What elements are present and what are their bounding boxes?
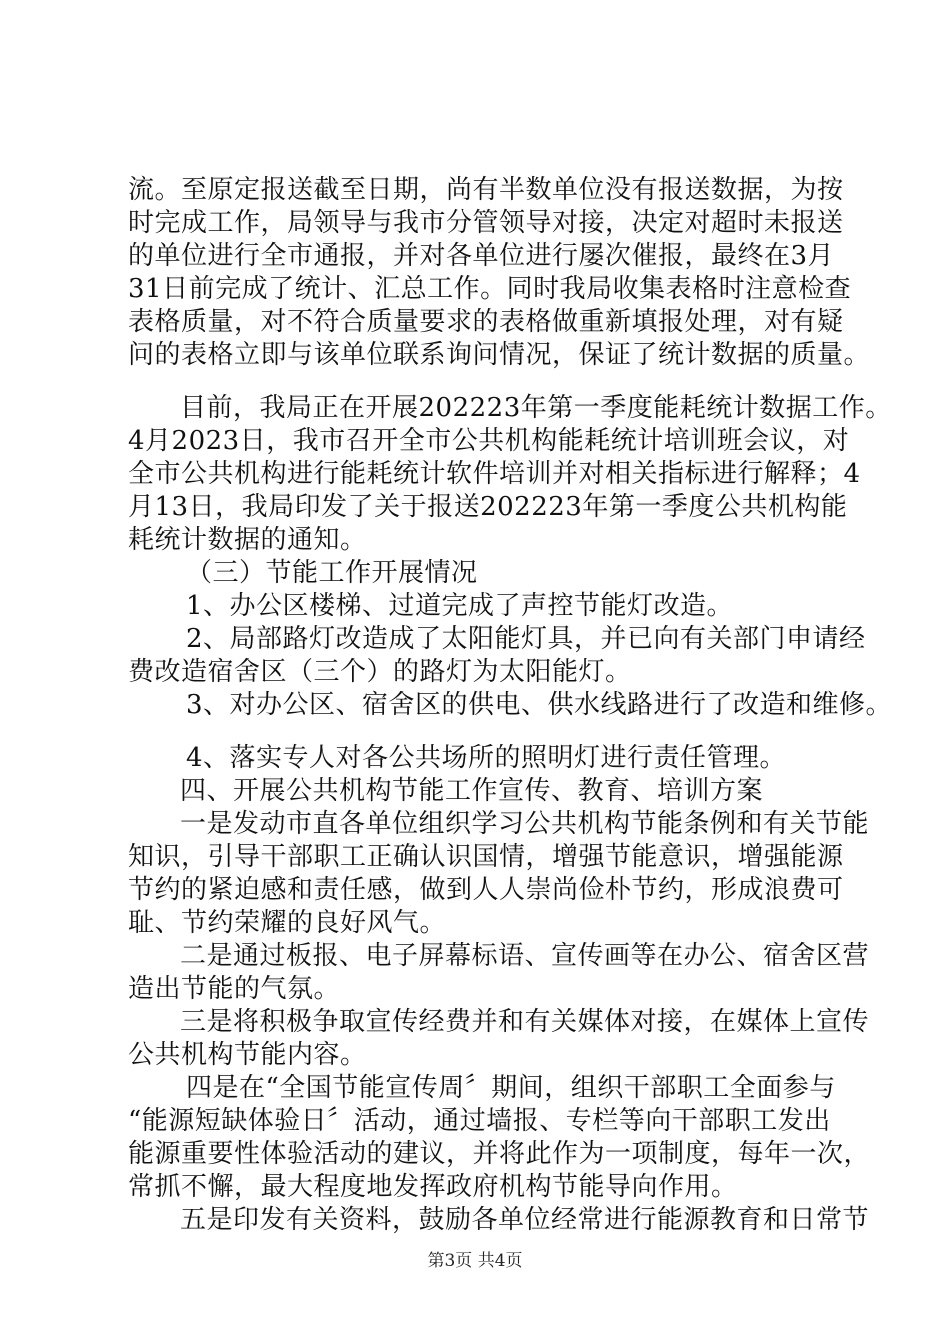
text-line: 的单位进行全市通报，并对各单位进行屡次催报，最终在3月 <box>128 241 835 271</box>
text-line: 五是印发有关资料，鼓励各单位经常进行能源教育和日常节 <box>180 1205 870 1235</box>
paragraph-gap <box>128 722 858 742</box>
document-body <box>128 174 893 1237</box>
text-line: 4月2023日，我市召开全市公共机构能耗统计培训班会议，对 <box>128 426 850 456</box>
plan-item-1 <box>128 808 870 940</box>
paragraph-current-work <box>128 392 892 557</box>
text-line: 问的表格立即与该单位联系询问情况，保证了统计数据的质量。 <box>128 340 871 370</box>
plan-item-5 <box>128 1204 870 1237</box>
list-item-2 <box>128 623 866 689</box>
text-line: 月13日，我局印发了关于报送202223年第一季度公共机构能 <box>128 492 848 522</box>
text-line: 目前，我局正在开展202223年第一季度能耗统计数据工作。 <box>180 393 892 423</box>
text-line: 表格质量，对不符合质量要求的表格做重新填报处理，对有疑 <box>128 307 844 337</box>
text-line: 三是将积极争取宣传经费并和有关媒体对接，在媒体上宣传 <box>180 1007 870 1037</box>
section-heading-4: 四、开展公共机构节能工作宣传、教育、培训方案 <box>180 776 764 806</box>
text-line: 一是发动市直各单位组织学习公共机构节能条例和有关节能 <box>180 809 870 839</box>
text-line: 耻、节约荣耀的良好风气。 <box>128 908 447 938</box>
list-item-1: 1、办公区楼梯、过道完成了声控节能灯改造。 <box>186 591 734 621</box>
plan-item-3 <box>128 1006 870 1072</box>
text-line: 能源重要性体验活动的建议，并将此作为一项制度，每年一次， <box>128 1139 871 1169</box>
text-line: 知识，引导干部职工正确认识国情，增强节能意识，增强能源 <box>128 842 844 872</box>
text-line: 二是通过板报、电子屏幕标语、宣传画等在办公、宿舍区营 <box>180 941 870 971</box>
text-line: 费改造宿舍区（三个）的路灯为太阳能灯。 <box>128 657 632 687</box>
list-item-4: 4、落实专人对各公共场所的照明灯进行责任管理。 <box>186 743 787 773</box>
text-line: 常抓不懈，最大程度地发挥政府机构节能导向作用。 <box>128 1172 738 1202</box>
list-item-3: 3、对办公区、宿舍区的供电、供水线路进行了改造和维修。 <box>186 690 893 720</box>
paragraph-statistics-summary <box>128 174 871 372</box>
text-line: 时完成工作，局领导与我市分管领导对接，决定对超时未报送 <box>128 208 844 238</box>
text-line: 2、局部路灯改造成了太阳能灯具，并已向有关部门申请经 <box>186 624 866 654</box>
text-line: 造出节能的气氛。 <box>128 974 341 1004</box>
paragraph-gap <box>128 372 858 392</box>
text-line: 流。至原定报送截至日期，尚有半数单位没有报送数据，为按 <box>128 175 844 205</box>
text-line: 耗统计数据的通知。 <box>128 525 367 555</box>
section-heading-3: （三）节能工作开展情况 <box>186 558 478 588</box>
text-line: 31日前完成了统计、汇总工作。同时我局收集表格时注意检查 <box>128 274 852 304</box>
page-footer: 第3页 共4页 <box>427 1251 523 1271</box>
text-line: 全市公共机构进行能耗统计软件培训并对相关指标进行解释；4 <box>128 459 861 489</box>
text-line: “能源短缺体验日〞活动，通过墙报、专栏等向干部职工发出 <box>128 1106 831 1136</box>
plan-item-2 <box>128 940 870 1006</box>
text-line: 四是在“全国节能宣传周〞期间，组织干部职工全面参与 <box>186 1073 836 1103</box>
text-line: 节约的紧迫感和责任感，做到人人崇尚俭朴节约，形成浪费可 <box>128 875 844 905</box>
plan-item-4 <box>128 1072 871 1204</box>
text-line: 公共机构节能内容。 <box>128 1040 367 1070</box>
